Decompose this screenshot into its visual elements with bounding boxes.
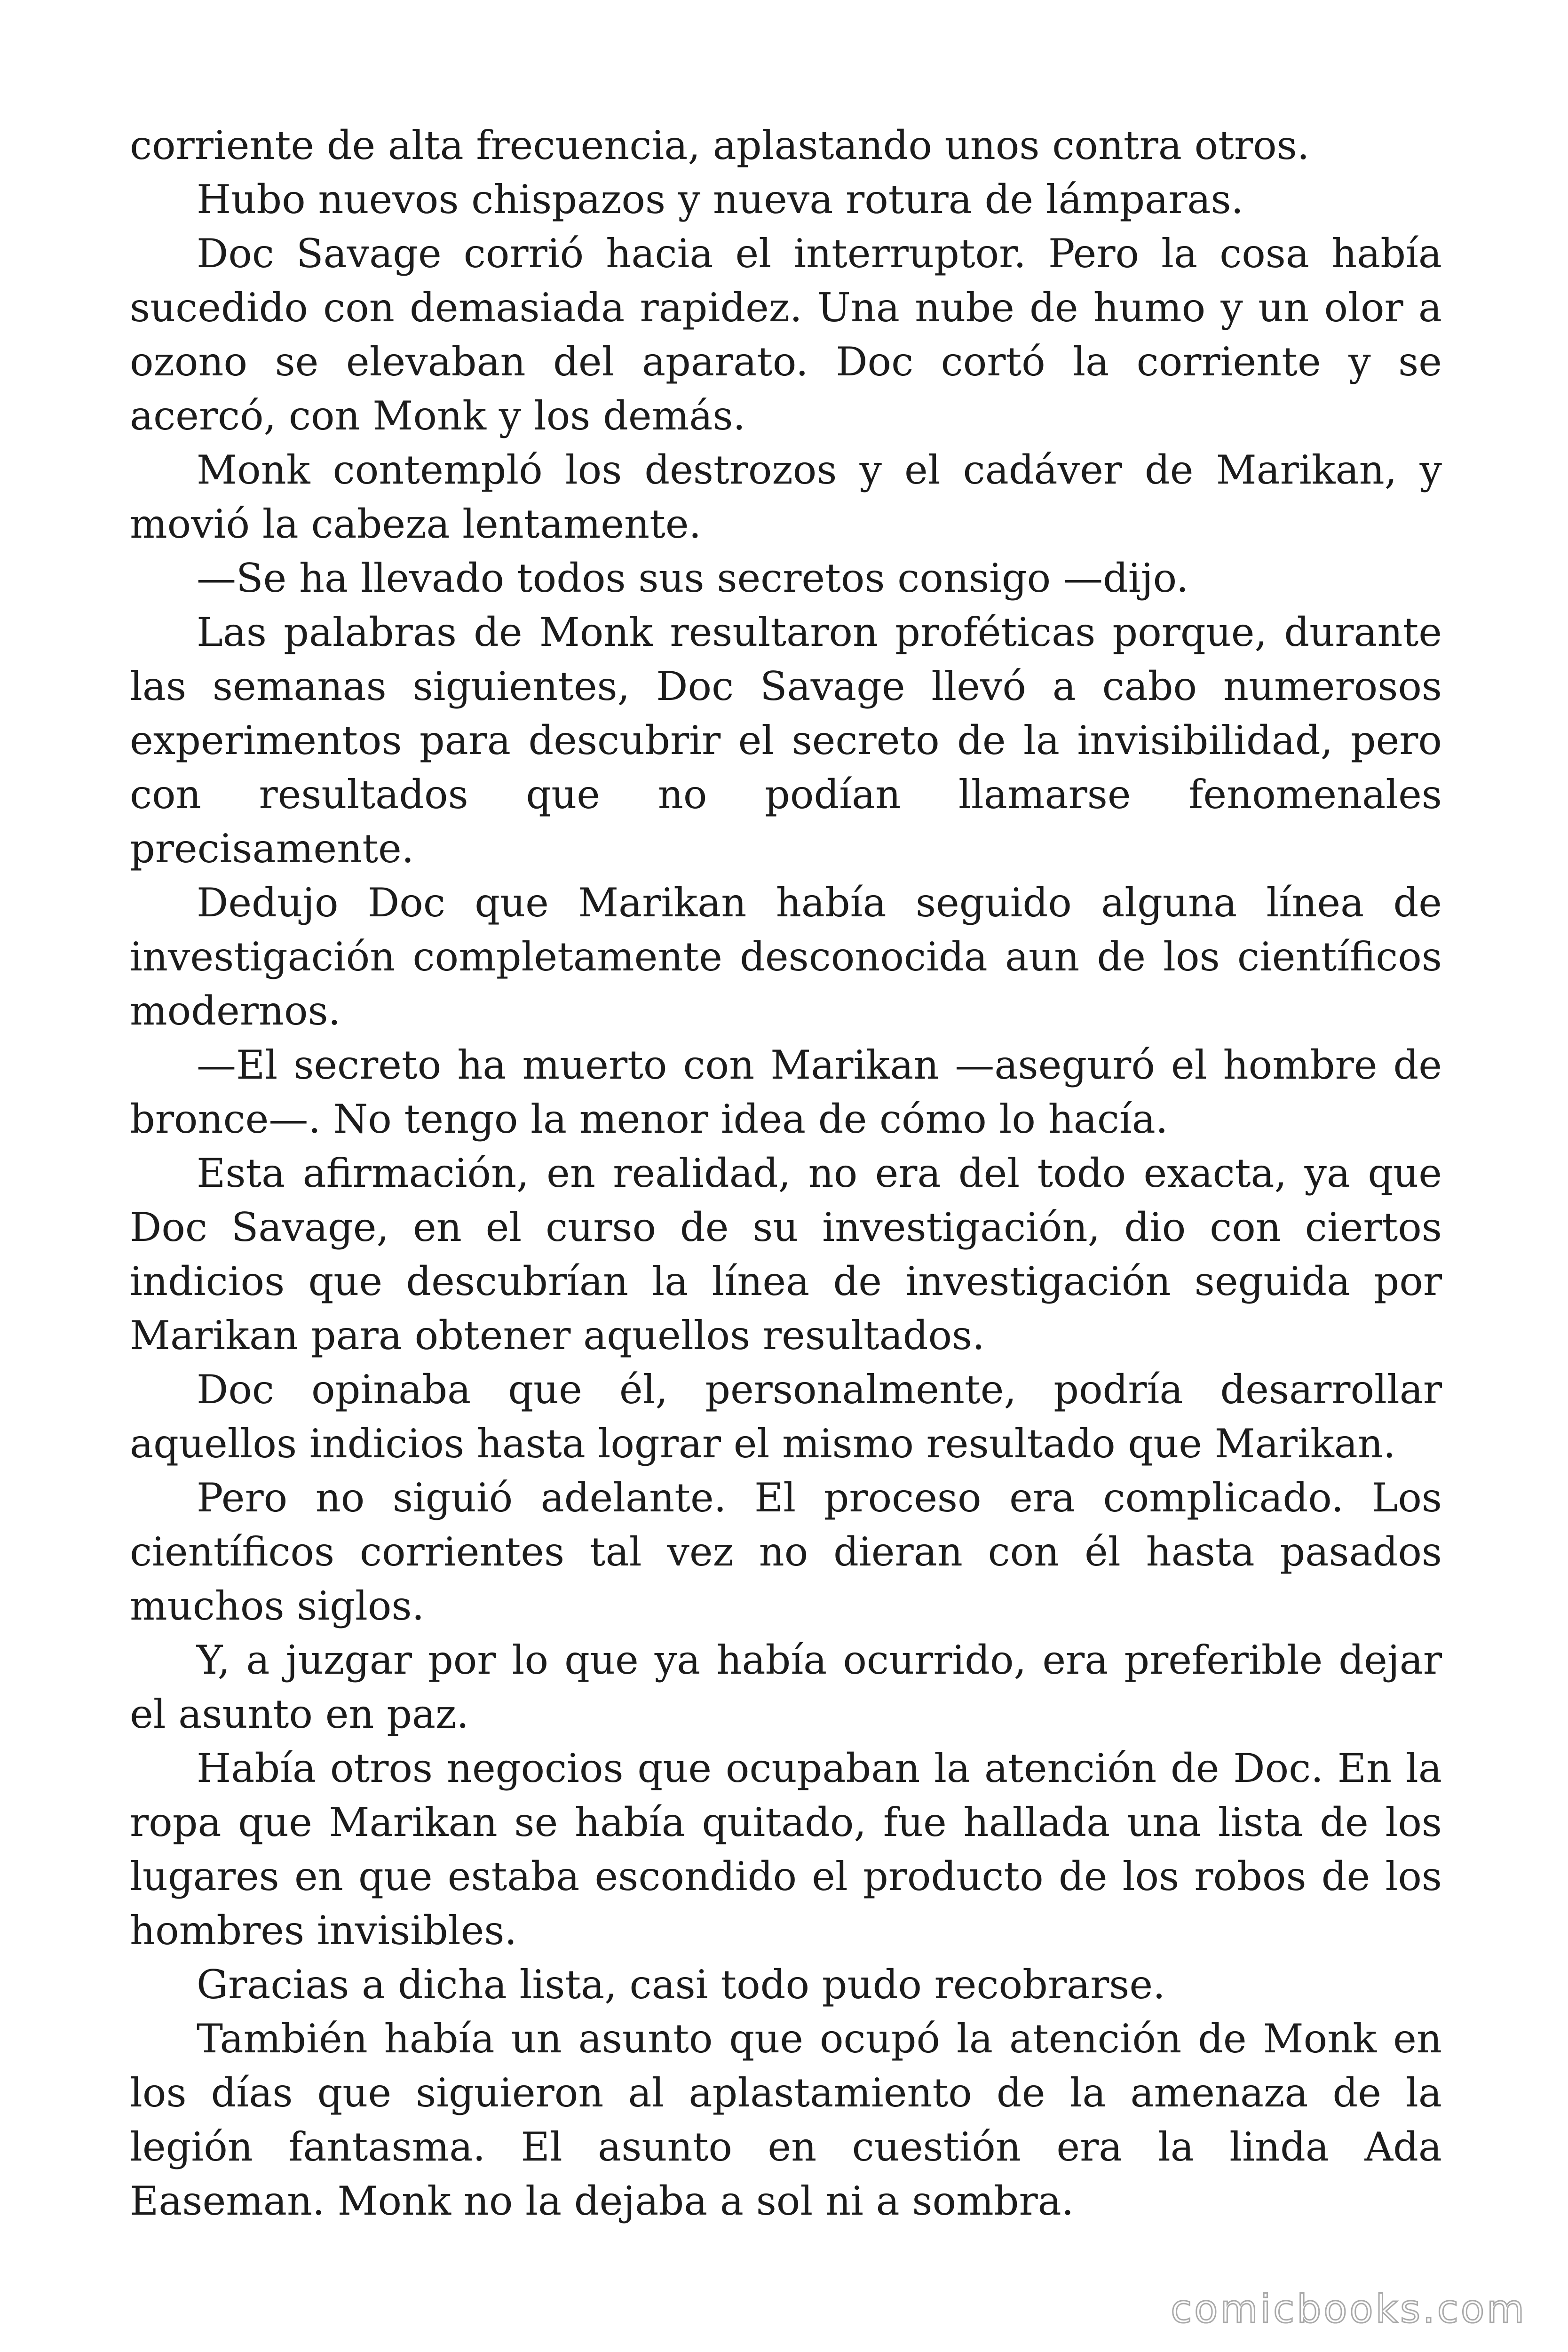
paragraph: Monk contempló los destrozos y el cadáver de Marikan, y movió la cabeza lentamente. <box>130 447 1442 547</box>
page-text <box>130 119 1442 2228</box>
paragraph: Pero no siguió adelante. El proceso era complicado. Los científicos corrientes tal vez no dieran con él hasta pasados muchos siglos. <box>130 1475 1442 1629</box>
paragraph-continued: corriente de alta frecuencia, aplastando unos contra otros. <box>130 122 1310 168</box>
paragraph: Hubo nuevos chispazos y nueva rotura de lámparas. <box>197 176 1244 222</box>
watermark: comicbooks.com <box>1171 2287 1527 2332</box>
paragraph: Esta afirmación, en realidad, no era del todo exacta, ya que Doc Savage, en el curso de su investigación, dio con ciertos indicios que descubrían la línea de investigación seguida por Marikan para obtener aquellos resultados. <box>130 1150 1442 1359</box>
paragraph: También había un asunto que ocupó la atención de Monk en los días que siguieron al aplastamiento de la amenaza de la legión fantasma. El asunto en cuestión era la linda Ada Easeman. Monk no la dejaba a sol ni a sombra. <box>130 2016 1442 2224</box>
paragraph: Gracias a dicha lista, casi todo pudo recobrarse. <box>197 1962 1165 2008</box>
paragraph: —El secreto ha muerto con Marikan —aseguró el hombre de bronce—. No tengo la menor idea de cómo lo hacía. <box>130 1042 1442 1142</box>
paragraph: —Se ha llevado todos sus secretos consigo —dijo. <box>197 555 1189 601</box>
paragraph: Las palabras de Monk resultaron proféticas porque, durante las semanas siguientes, Doc Savage llevó a cabo numerosos experimentos para descubrir el secreto de la invisibilidad, pero con resultados que no podían llamarse fenomenales precisamente. <box>130 609 1442 872</box>
paragraph: Doc opinaba que él, personalmente, podría desarrollar aquellos indicios hasta lograr el mismo resultado que Marikan. <box>130 1367 1442 1467</box>
paragraph: Y, a juzgar por lo que ya había ocurrido, era preferible dejar el asunto en paz. <box>130 1637 1442 1737</box>
paragraph: Doc Savage corrió hacia el interruptor. Pero la cosa había sucedido con demasiada rapidez. Una nube de humo y un olor a ozono se elevaban del aparato. Doc cortó la corriente y se acercó, con Monk y los demás. <box>130 230 1442 439</box>
paragraph: Había otros negocios que ocupaban la atención de Doc. En la ropa que Marikan se había quitado, fue hallada una lista de los lugares en que estaba escondido el producto de los robos de los hombres invisibles. <box>130 1745 1442 1954</box>
paragraph: Dedujo Doc que Marikan había seguido alguna línea de investigación completamente desconocida aun de los científicos modernos. <box>130 880 1442 1034</box>
